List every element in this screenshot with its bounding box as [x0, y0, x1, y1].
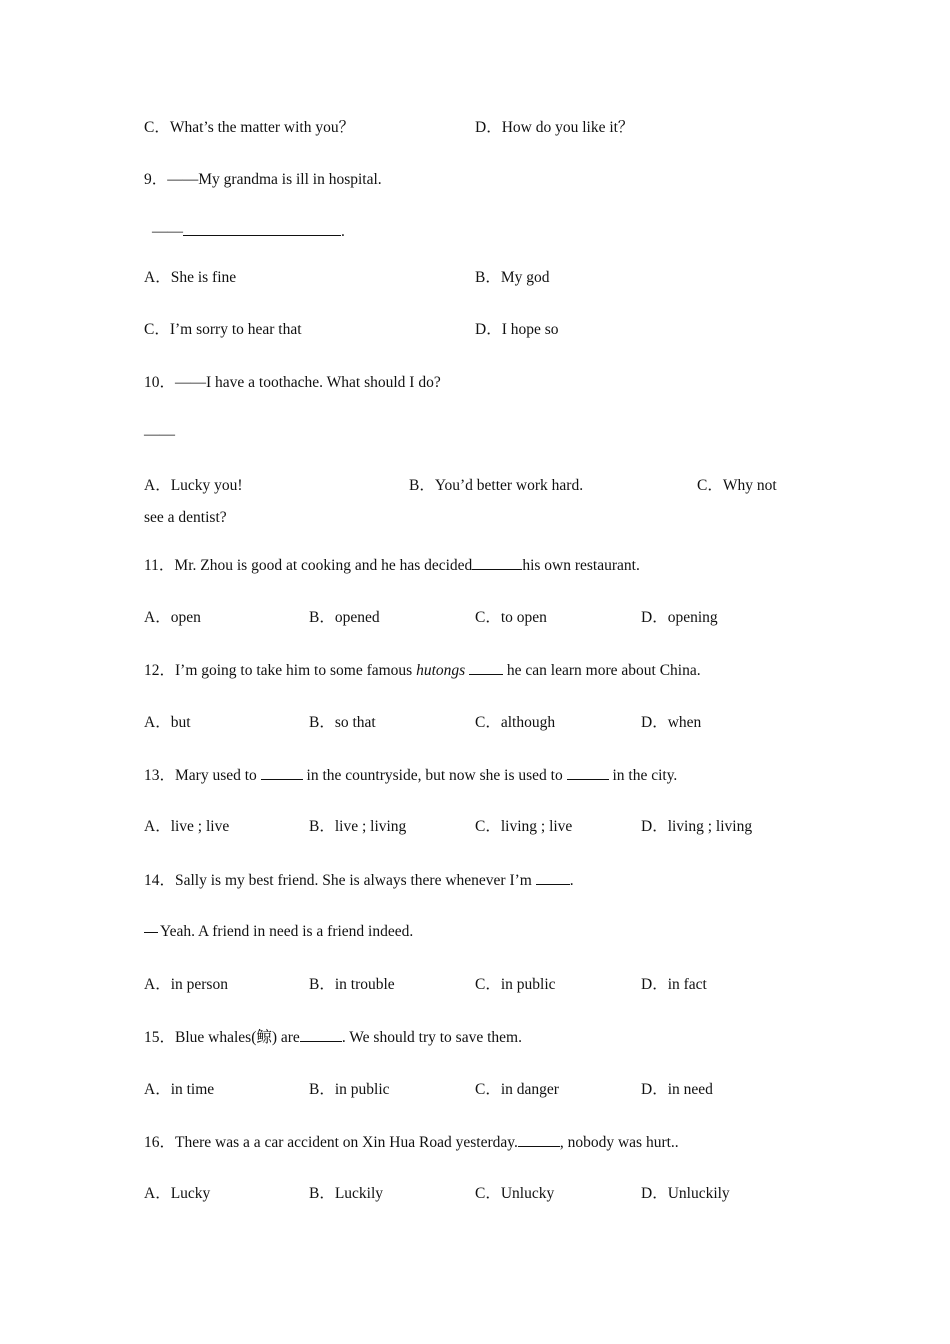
- q11-stem-start: 11．Mr. Zhou is good at cooking and he has decided: [144, 557, 473, 574]
- q14-stem: [144, 870, 574, 891]
- q15-option-c: C．in danger: [475, 1081, 559, 1098]
- q11-option-b: B．opened: [309, 609, 380, 626]
- q11-option-c: C．to open: [475, 609, 547, 626]
- q12-stem: [144, 660, 701, 681]
- q9-answer-blank: [183, 221, 341, 236]
- q16-stem-start: 16．There was a a car accident on Xin Hua Road yesterday.: [144, 1134, 518, 1151]
- q14-option-c: C．in public: [475, 976, 556, 993]
- q14-reply: [144, 922, 413, 942]
- q14-option-d: D．in fact: [641, 976, 707, 993]
- q13-stem-start: 13．Mary used to: [144, 767, 261, 784]
- q8-option-c: C．What’s the matter with you？: [144, 119, 355, 136]
- q11-stem-end: his own restaurant.: [522, 557, 640, 574]
- q9-reply-end: .: [341, 223, 345, 240]
- q13-option-b: B．live ; living: [309, 818, 407, 835]
- q15-stem-end: . We should try to save them.: [341, 1029, 522, 1046]
- q14-option-b: B．in trouble: [309, 976, 395, 993]
- q10-option-c: C．Why not: [697, 477, 777, 494]
- q14-reply-text: Yeah. A friend in need is a friend indeed.: [160, 923, 414, 940]
- q16-option-c: C．Unlucky: [475, 1185, 555, 1202]
- q12-answer-blank: [469, 660, 503, 675]
- q14-stem-end: .: [569, 872, 574, 889]
- q12-stem-start: 12．I’m going to take him to some famous: [144, 662, 417, 679]
- q11-answer-blank: [472, 555, 522, 570]
- q16-option-d: D．Unluckily: [641, 1185, 730, 1202]
- q13-option-a: A．live ; live: [144, 818, 230, 835]
- q9-option-a: A．She is fine: [144, 269, 237, 286]
- q13-option-d: D．living ; living: [641, 818, 753, 835]
- q13-stem: [144, 765, 677, 786]
- q14-answer-blank: [536, 870, 570, 885]
- q11-option-a: A．open: [144, 609, 201, 626]
- q11-option-d: D．opening: [641, 609, 718, 626]
- q13-stem-middle: in the countryside, but now she is used to: [302, 767, 567, 784]
- q16-stem-end: , nobody was hurt..: [559, 1134, 679, 1151]
- q13-answer-blank-1: [261, 765, 303, 780]
- q9-stem: 9．——My grandma is ill in hospital.: [144, 171, 382, 188]
- q15-answer-blank: [300, 1027, 342, 1042]
- q9-option-d: D．I hope so: [475, 321, 559, 338]
- q15-stem: [144, 1027, 522, 1048]
- q12-option-b: B．so that: [309, 714, 376, 731]
- q11-stem: [144, 555, 640, 576]
- q10-stem: 10．——I have a toothache. What should I do?: [144, 374, 441, 391]
- q12-stem-italic: hutongs: [416, 662, 466, 679]
- q12-option-a: A．but: [144, 714, 191, 731]
- q9-reply-dash: ——: [152, 223, 183, 240]
- q15-option-b: B．in public: [309, 1081, 390, 1098]
- q16-stem: [144, 1132, 679, 1153]
- q12-option-d: D．when: [641, 714, 702, 731]
- q16-answer-blank: [518, 1132, 560, 1147]
- q14-stem-start: 14．Sally is my best friend. She is always there whenever I’m: [144, 872, 536, 889]
- q10-option-a: A．Lucky you!: [144, 477, 243, 494]
- q12-option-c: C．although: [475, 714, 556, 731]
- q10-reply-dash: ——: [144, 426, 175, 443]
- q15-option-d: D．in need: [641, 1081, 713, 1098]
- q16-option-b: B．Luckily: [309, 1185, 384, 1202]
- q14-reply-dash: [144, 932, 158, 933]
- q13-option-c: C．living ; live: [475, 818, 573, 835]
- q13-stem-end: in the city.: [608, 767, 678, 784]
- q9-reply: [152, 221, 345, 242]
- q9-option-b: B．My god: [475, 269, 550, 286]
- q15-stem-start: 15．Blue whales(鲸) are: [144, 1029, 300, 1046]
- q9-option-c: C．I’m sorry to hear that: [144, 321, 302, 338]
- q16-option-a: A．Lucky: [144, 1185, 211, 1202]
- q10-option-b: B．You’d better work hard.: [409, 477, 584, 494]
- q14-option-a: A．in person: [144, 976, 228, 993]
- q13-answer-blank-2: [567, 765, 609, 780]
- q12-stem-end: he can learn more about China.: [503, 662, 701, 679]
- q8-option-d: D．How do you like it？: [475, 119, 634, 136]
- q15-option-a: A．in time: [144, 1081, 215, 1098]
- q10-option-c-continued: see a dentist?: [144, 509, 227, 526]
